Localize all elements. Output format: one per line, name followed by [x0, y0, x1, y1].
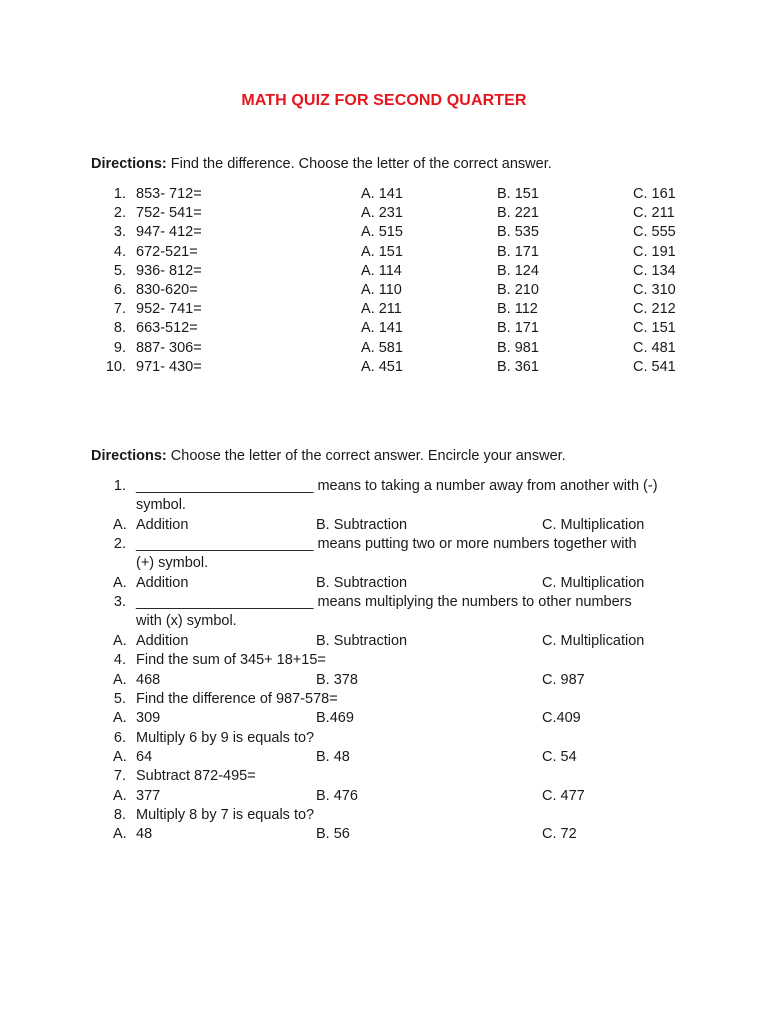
choice-c: C. 481 [633, 339, 676, 356]
choice-a: A. 141 [361, 186, 403, 202]
question-expression: 752- 541= [136, 205, 202, 222]
choice-c: C. 161 [633, 186, 676, 202]
choice-a: A. 151 [361, 243, 403, 260]
choice-a: A. 211 [361, 301, 402, 318]
choice-c: C. 987 [542, 671, 585, 688]
choice-b: B. Subtraction [316, 632, 408, 649]
answer-choices-row [0, 574, 768, 593]
question-expression: 936- 812= [136, 262, 202, 279]
choice-a: A. 141 [361, 320, 403, 337]
choice-b: B. 171 [497, 243, 539, 260]
question-row [0, 339, 768, 358]
choice-a: 64 [136, 748, 153, 765]
question-number: 1. [113, 186, 126, 202]
choice-c: C. 54 [542, 748, 577, 765]
question-expression: 952- 741= [136, 301, 202, 318]
choice-a: A. 110 [361, 282, 402, 298]
question-row [0, 300, 768, 319]
choice-a: A. 231 [361, 205, 403, 222]
question-expression: 947- 412= [136, 224, 202, 241]
choice-b: B. 981 [497, 339, 539, 356]
question-row [0, 281, 768, 300]
question-number: 3. [113, 594, 126, 611]
choice-a: A. 581 [361, 339, 403, 356]
answer-choices-row [0, 632, 768, 651]
question-text-continued: symbol. [136, 497, 186, 514]
question-row [0, 204, 768, 223]
question-row [0, 223, 768, 242]
choice-c: C. 555 [633, 224, 676, 241]
part2-directions-text: Choose the letter of the correct answer. Encircle your answer. [166, 448, 566, 464]
choice-b: B. Subtraction [316, 574, 408, 591]
question-row [0, 535, 768, 554]
question-number: 4. [113, 243, 126, 260]
choice-c: C.409 [542, 710, 581, 727]
choice-a: 377 [136, 787, 161, 804]
choice-a-letter: A. [113, 710, 127, 727]
choice-a: 48 [136, 826, 153, 843]
question-row [0, 767, 768, 786]
choice-c: C. 151 [633, 320, 676, 337]
choice-a: 468 [136, 671, 161, 688]
choice-b: B.469 [316, 710, 354, 727]
choice-b: B. Subtraction [316, 516, 408, 533]
choice-a-letter: A. [113, 748, 127, 765]
question-row [0, 690, 768, 709]
choice-a-letter: A. [113, 632, 127, 649]
choice-a-letter: A. [113, 826, 127, 843]
choice-a: 309 [136, 710, 161, 727]
question-text: Find the sum of 345+ 18+15= [136, 652, 326, 669]
part2-directions [91, 448, 566, 464]
question-row [0, 243, 768, 262]
choice-c: C. 72 [542, 826, 577, 843]
question-number: 6. [113, 729, 126, 746]
answer-choices-row [0, 516, 768, 535]
choice-a-letter: A. [113, 516, 127, 533]
question-number: 2. [113, 205, 126, 222]
choice-a-letter: A. [113, 671, 127, 688]
choice-c: C. Multiplication [542, 516, 645, 533]
question-number: 8. [113, 320, 126, 337]
page-title: MATH QUIZ FOR SECOND QUARTER [241, 92, 527, 109]
choice-b: B. 535 [497, 224, 539, 241]
choice-c: C. 477 [542, 787, 585, 804]
choice-b: B. 48 [316, 748, 350, 765]
question-expression: 887- 306= [136, 339, 202, 356]
choice-c: C. 134 [633, 262, 676, 279]
question-text: Subtract 872-495= [136, 768, 256, 785]
choice-c: C. 310 [633, 282, 676, 298]
question-number: 9. [113, 339, 126, 356]
answer-choices-row [0, 748, 768, 767]
choice-b: B. 171 [497, 320, 539, 337]
choice-a: A. 451 [361, 358, 403, 375]
choice-c: C. 211 [633, 205, 675, 222]
part1-directions [91, 156, 552, 172]
question-row [0, 319, 768, 338]
question-text: ______________________ means putting two or more numbers together with [136, 536, 637, 553]
choice-c: C. 212 [633, 301, 676, 318]
question-row [0, 806, 768, 825]
question-text: Multiply 6 by 9 is equals to? [136, 729, 315, 746]
question-row [0, 358, 768, 377]
choice-a: Addition [136, 574, 189, 591]
question-text: Find the difference of 987-578= [136, 690, 338, 707]
choice-c: C. 541 [633, 358, 676, 375]
question-row [0, 651, 768, 670]
question-expression: 663-512= [136, 320, 198, 337]
question-number: 6. [113, 282, 126, 298]
question-text: ______________________ means multiplying the numbers to other numbers [136, 594, 632, 611]
question-number: 4. [113, 652, 126, 669]
choice-a: Addition [136, 632, 189, 649]
question-number: 5. [113, 262, 126, 279]
answer-choices-row [0, 709, 768, 728]
choice-c: C. Multiplication [542, 632, 645, 649]
question-expression: 830-620= [136, 282, 198, 298]
question-row [0, 477, 768, 496]
choice-b: B. 361 [497, 358, 539, 375]
question-row [0, 729, 768, 748]
question-text: ______________________ means to taking a number away from another with (-) [136, 478, 658, 494]
answer-choices-row [0, 787, 768, 806]
question-continuation [0, 612, 768, 631]
answer-choices-row [0, 671, 768, 690]
question-expression: 672-521= [136, 243, 198, 260]
question-expression: 853- 712= [136, 186, 202, 202]
question-number: 3. [113, 224, 126, 241]
question-continuation [0, 496, 768, 515]
question-text: Multiply 8 by 7 is equals to? [136, 806, 315, 823]
choice-b: B. 112 [497, 301, 538, 318]
choice-b: B. 210 [497, 282, 539, 298]
question-number: 8. [113, 806, 126, 823]
choice-a: A. 515 [361, 224, 403, 241]
question-number: 7. [113, 768, 126, 785]
choice-b: B. 221 [497, 205, 539, 222]
question-row [0, 593, 768, 612]
answer-choices-row [0, 825, 768, 844]
choice-c: C. Multiplication [542, 574, 645, 591]
question-continuation [0, 554, 768, 573]
part2-directions-label: Directions: [91, 448, 167, 464]
question-text-continued: with (x) symbol. [136, 613, 237, 630]
choice-b: B. 476 [316, 787, 358, 804]
choice-a-letter: A. [113, 787, 127, 804]
question-number: 10. [105, 358, 126, 375]
question-row [0, 185, 768, 204]
question-number: 1. [113, 478, 126, 494]
question-number: 7. [113, 301, 126, 318]
choice-a: Addition [136, 516, 189, 533]
choice-b: B. 378 [316, 671, 358, 688]
question-number: 2. [113, 536, 126, 553]
question-text-continued: (+) symbol. [136, 555, 209, 572]
question-number: 5. [113, 690, 126, 707]
part1-directions-text: Find the difference. Choose the letter of the correct answer. [166, 156, 552, 172]
choice-a-letter: A. [113, 574, 127, 591]
choice-b: B. 124 [497, 262, 539, 279]
question-row [0, 262, 768, 281]
question-expression: 971- 430= [136, 358, 202, 375]
choice-c: C. 191 [633, 243, 676, 260]
part1-directions-label: Directions: [91, 156, 167, 172]
choice-b: B. 151 [497, 186, 539, 202]
choice-b: B. 56 [316, 826, 350, 843]
choice-a: A. 114 [361, 262, 402, 279]
